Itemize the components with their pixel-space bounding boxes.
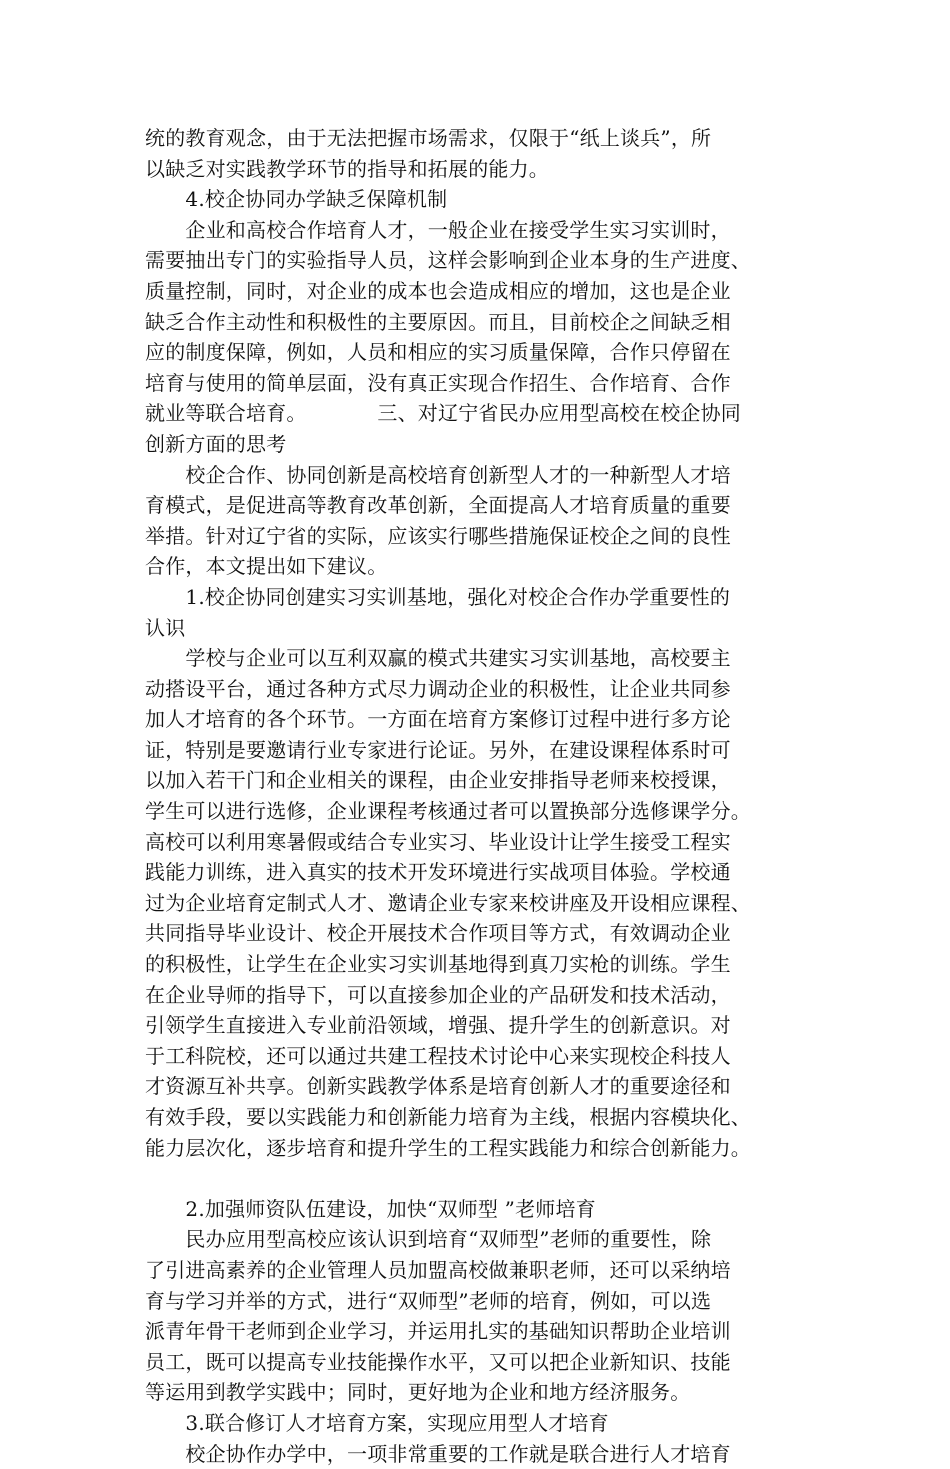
text-line: 统的教育观念，由于无法把握市场需求，仅限于“纸上谈兵”，所 <box>145 126 712 150</box>
text-line: 高校可以利用寒暑假或结合专业实习、毕业设计让学生接受工程实 <box>145 829 731 854</box>
text-line: 举措。针对辽宁省的实际，应该实行哪些措施保证校企之间的良性 <box>145 523 731 548</box>
text-line: 有效手段，要以实践能力和创新能力培育为主线，根据内容模块化、 <box>145 1105 751 1129</box>
text-line: 民办应用型高校应该认识到培育“双师型”老师的重要性，除 <box>145 1227 712 1252</box>
text-line: 学生可以进行选修，企业课程考核通过者可以置换部分选修课学分。 <box>145 799 751 824</box>
text-line: 践能力训练，进入真实的技术开发环境进行实战项目体验。学校通 <box>145 860 731 885</box>
text-line: 加人才培育的各个环节。一方面在培育方案修订过程中进行多方论 <box>145 707 731 732</box>
text-line: 4.校企协同办学缺乏保障机制 <box>145 187 448 212</box>
text-line: 派青年骨干老师到企业学习，并运用扎实的基础知识帮助企业培训 <box>145 1319 731 1344</box>
text-line: 企业和高校合作培育人才，一般企业在接受学生实习实训时， <box>145 217 731 242</box>
text-line: 培育与使用的简单层面，没有真正实现合作招生、合作培育、合作 <box>145 370 731 395</box>
text-line: 育模式，是促进高等教育改革创新，全面提高人才培育质量的重要 <box>145 493 731 518</box>
text-line: 3.联合修订人才培育方案，实现应用型人才培育 <box>145 1410 609 1435</box>
text-line: 能力层次化，逐步培育和提升学生的工程实践能力和综合创新能力。 <box>145 1135 751 1160</box>
text-line: 等运用到教学实践中；同时，更好地为企业和地方经济服务。 <box>145 1380 691 1405</box>
blank-line <box>145 1163 805 1194</box>
text-line: 动搭设平台，通过各种方式尽力调动企业的积极性，让企业共同参 <box>145 676 731 701</box>
body-text <box>145 123 805 1469</box>
text-line: 缺乏合作主动性和积极性的主要原因。而且，目前校企之间缺乏相 <box>145 309 731 334</box>
text-line: 1.校企协同创建实习实训基地，强化对校企合作办学重要性的 <box>145 584 731 609</box>
text-line: 共同指导毕业设计、校企开展技术合作项目等方式，有效调动企业 <box>145 921 731 946</box>
text-line: 才资源互补共享。创新实践教学体系是培育创新人才的重要途径和 <box>145 1074 731 1099</box>
text-line: 以缺乏对实践教学环节的指导和拓展的能力。 <box>145 156 549 181</box>
text-line: 了引进高素养的企业管理人员加盟高校做兼职老师，还可以采纳培 <box>145 1257 731 1282</box>
text-line: 合作，本文提出如下建议。 <box>145 554 388 579</box>
text-line: 引领学生直接进入专业前沿领域，增强、提升学生的创新意识。对 <box>145 1013 731 1038</box>
text-line: 需要抽出专门的实验指导人员，这样会影响到企业本身的生产进度、 <box>145 248 751 273</box>
text-line: 的积极性，让学生在企业实习实训基地得到真刀实枪的训练。学生 <box>145 952 731 977</box>
text-line: 于工科院校，还可以通过共建工程技术讨论中心来实现校企科技人 <box>145 1043 731 1068</box>
text-line: 员工，既可以提高专业技能操作水平，又可以把企业新知识、技能 <box>145 1349 731 1374</box>
text-line: 在企业导师的指导下，可以直接参加企业的产品研发和技术活动， <box>145 982 731 1007</box>
text-line: 育与学习并举的方式，进行“双师型”老师的培育，例如，可以选 <box>145 1288 712 1313</box>
text-line: 校企合作、协同创新是高校培育创新型人才的一种新型人才培 <box>145 462 731 487</box>
text-line: 校企协作办学中，一项非常重要的工作就是联合进行人才培育 <box>145 1441 731 1466</box>
text-line: 学校与企业可以互利双赢的模式共建实习实训基地，高校要主 <box>145 646 731 671</box>
text-line: 证，特别是要邀请行业专家进行论证。另外，在建设课程体系时可 <box>145 737 731 762</box>
text-line: 应的制度保障，例如，人员和相应的实习质量保障，合作只停留在 <box>145 340 731 365</box>
text-line: 以加入若干门和企业相关的课程，由企业安排指导老师来校授课， <box>145 768 731 793</box>
text-line: 就业等联合培育。 三、对辽宁省民办应用型高校在校企协同 <box>145 401 741 426</box>
text-line: 质量控制，同时，对企业的成本也会造成相应的增加，这也是企业 <box>145 278 731 303</box>
text-line: 认识 <box>145 615 186 640</box>
text-line: 2.加强师资队伍建设，加快“双师型 ”老师培育 <box>145 1196 596 1221</box>
text-line: 过为企业培育定制式人才、邀请企业专家来校讲座及开设相应课程、 <box>145 890 751 915</box>
text-line: 创新方面的思考 <box>145 431 287 456</box>
